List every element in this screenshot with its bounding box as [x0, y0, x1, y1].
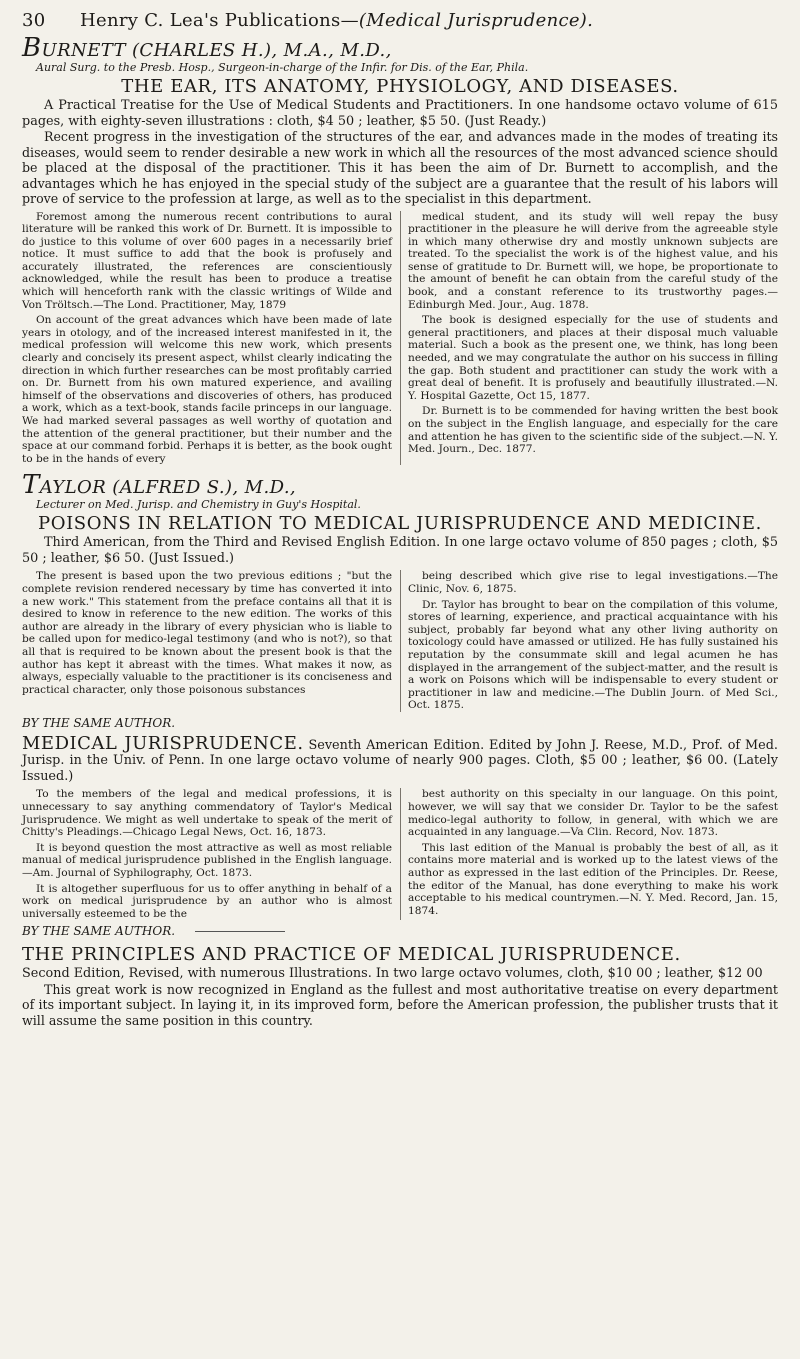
review: The present is based upon the two previous editions ; "but the complete revision rendered necessary by time has converted it into a new work." This statement from the preface contains all that it is desired to know in reference to the new edition. The works of this author are already in the library of every physician who is liable to be called upon for medico-legal testimony (and who is not?), so that all that is required to be known about the present book is that the author has kept it abreast with the times. What makes it now, as always, especially valuable to the practitioner is its conciseness and practical character, only those poisonous substances	[22, 570, 392, 696]
author-rest: URNETT (CHARLES H.), M.A., M.D.,	[41, 40, 392, 61]
running-head	[22, 10, 778, 34]
book-title: THE EAR, ITS ANATOMY, PHYSIOLOGY, AND DISEASES.	[121, 76, 679, 97]
reviews-right	[400, 570, 778, 712]
entry-burnett	[22, 33, 778, 465]
author-name	[22, 33, 778, 63]
book-title: THE PRINCIPLES AND PRACTICE OF MEDICAL JURISPRUDENCE.	[22, 944, 681, 966]
author-credentials: Aural Surg. to the Presb. Hosp., Surgeon-in-charge of the Infir. for Dis. of the Ear, Phila.	[36, 61, 529, 74]
book-title: MEDICAL JURISPRUDENCE.	[22, 732, 304, 754]
review: being described which give rise to legal investigations.—The Clinic, Nov. 6, 1875.	[408, 570, 778, 595]
review: Dr. Taylor has brought to bear on the compilation of this volume, stores of learning, experience, and practical acquaintance with his subject, probably far beyond what any other living authority on toxicology could have amassed or utilized. He has fully sustained his reputation by the consummate skill and legal acumen he has displayed in the arrangement of the subject-matter, and the result is a work on Poisons which will be indispensable to every student or practitioner in law and medicine.—The Dublin Journ. of Med Sci., Oct. 1875.	[408, 598, 778, 712]
book-description: Third American, from the Third and Revised English Edition. In one large octavo volume of 850 pages ; cloth, $5 50 ; leather, $6 50. (Just Issued.)	[22, 535, 778, 566]
review: On account of the great advances which have been made of late years in otology, and of the increased interest manifested in it, the medical profession will welcome this new work, which presents clearly and concisely its present aspect, whilst clearly indicating the direction in which further researches can be most profitably carried on. Dr. Burnett from his own matured experience, and availing himself of the observations and discoveries of others, has produced a work, which as a text-book, stands facile princeps in our language. We had marked several passages as well worthy of quotation and the attention of the general practitioner, but their number and the space at our command forbid. Perhaps it is better, as the book ought to be in the hands of every	[22, 314, 392, 465]
section-name: (Medical Jurisprudence).	[358, 10, 594, 31]
author-initial: B	[22, 33, 42, 63]
same-author-text: BY THE SAME AUTHOR.	[22, 715, 176, 730]
reviews-left	[22, 788, 392, 920]
author-credentials: Lecturer on Med. Jurisp. and Chemistry in Guy's Hospital.	[36, 498, 361, 512]
book-heading	[22, 732, 778, 785]
review: Foremost among the numerous recent contributions to aural literature will be ranked this work of Dr. Burnett. It is impossible to do justice to this volume of over 600 pages in a necessarily brief notice. It must suffice to add that the book is profusely and accurately illustrated, the references are conscientiously acknowledged, while the result has been to produce a treatise which will henceforth rank with the classic writings of Wilde and Von Tröltsch.—The Lond. Practitioner, May, 1879	[22, 210, 392, 311]
review: The book is designed especially for the use of students and general practitioners, and places at their disposal much valuable material. Such a book as the present one, we think, has long been needed, and we may congratulate the author on his success in filling the gap. Both student and practitioner can study the work with a great deal of benefit. It is profusely and beautifully illustrated.—N. Y. Hospital Gazette, Oct 15, 1877.	[408, 314, 778, 402]
page-number: 30	[22, 10, 46, 31]
author-rest: AYLOR (ALFRED S.), M.D.,	[39, 477, 297, 499]
book-title: POISONS IN RELATION TO MEDICAL JURISPRUDENCE AND MEDICINE.	[38, 513, 762, 535]
reviews-right	[400, 211, 778, 466]
book-description: Seventh American Edition. Edited by John J. Reese, M.D., Prof. of Med. Jurisp. in the Univ. of Penn. In one large octavo volume of nearly 900 pages. Cloth, $5 00 ; leather, $6 00. (Lately Issued.)	[22, 737, 778, 784]
reviews	[22, 788, 778, 920]
book-description: A Practical Treatise for the Use of Medical Students and Practitioners. In one handsome octavo volume of 615 pages, with eighty-seven illustrations : cloth, $4 50 ; leather, $5 50. (Just Ready.)	[22, 98, 778, 129]
running-title: Henry C. Lea's Publications—(Medical Jurisprudence).	[80, 10, 594, 31]
reviews-left	[22, 570, 392, 712]
review: This last edition of the Manual is probably the best of all, as it contains more material and is worked up to the latest views of the author as expressed in the last edition of the Principles. Dr. Reese, the editor of the Manual, has done everything to make his work acceptable to his medical countrymen.—N. Y. Med. Record, Jan. 15, 1874.	[408, 841, 778, 917]
review: It is beyond question the most attractive as well as most reliable manual of medical jurisprudence published in the English language.—Am. Journal of Syphilography, Oct. 1873.	[22, 841, 392, 879]
reviews	[22, 570, 778, 712]
book-intro: Recent progress in the investigation of the structures of the ear, and advances made in the modes of treating its diseases, would seem to render desirable a new work in which all the resources of the most advanced science should be placed at the disposal of the practitioner. This it has been the aim of Dr. Burnett to accomplish, and the advantages which he has enjoyed in the special study of the subject are a guarantee that the result of his labors will prove of service to the profession at large, as well as to the specialist in this department.	[22, 129, 778, 206]
author-initial: T	[22, 470, 40, 501]
author-name	[22, 470, 778, 501]
review: Dr. Burnett is to be commended for having written the best book on the subject in the English language, and especially for the care and attention he has given to the scientific side of the subject.—N. Y. Med. Journ., Dec. 1877.	[408, 405, 778, 456]
publisher-name: Henry C. Lea's Publications	[80, 10, 341, 31]
book-description: Second Edition, Revised, with numerous Illustrations. In two large octavo volumes, cloth, $10 00 ; leather, $12 00	[22, 966, 763, 982]
reviews-right	[400, 788, 778, 920]
reviews	[22, 211, 778, 466]
same-author-line	[22, 924, 778, 938]
same-author-text: BY THE SAME AUTHOR.	[22, 924, 176, 939]
entry-principles-practice	[22, 944, 778, 1028]
review: medical student, and its study will well repay the busy practitioner in the pleasure he will derive from the agreeable style in which many otherwise dry and mostly unknown subjects are treated. To the specialist the work is of the highest value, and his sense of gratitude to Dr. Burnett will, we hope, be proportionate to the amount of benefit he can obtain from the careful study of the book, and a constant reference to its trustworthy pages.—Edinburgh Med. Jour., Aug. 1878.	[408, 210, 778, 311]
book-intro: This great work is now recognized in England as the fullest and most authoritative treatise on every department of its important subject. In laying it, in its improved form, before the American profession, the publisher trusts that it will assume the same position in this country.	[22, 981, 778, 1028]
review: To the members of the legal and medical professions, it is unnecessary to say anything commendatory of Taylor's Medical Jurisprudence. We might as well undertake to speak of the merit of Chitty's Pleadings.—Chicago Legal News, Oct. 16, 1873.	[22, 788, 392, 839]
divider	[195, 931, 285, 932]
review: It is altogether superfluous for us to offer anything in behalf of a work on medical jurisprudence by an author who is almost universally esteemed to be the	[22, 882, 392, 920]
entry-taylor-poisons	[22, 470, 778, 730]
review: best authority on this specialty in our language. On this point, however, we will say that we consider Dr. Taylor to be the safest medico-legal authority to follow, in general, with which we are acquainted in any language.—Va Clin. Record, Nov. 1873.	[408, 788, 778, 839]
entry-medical-jurisprudence	[22, 732, 778, 939]
same-author-line	[22, 716, 778, 730]
reviews-left	[22, 211, 392, 466]
